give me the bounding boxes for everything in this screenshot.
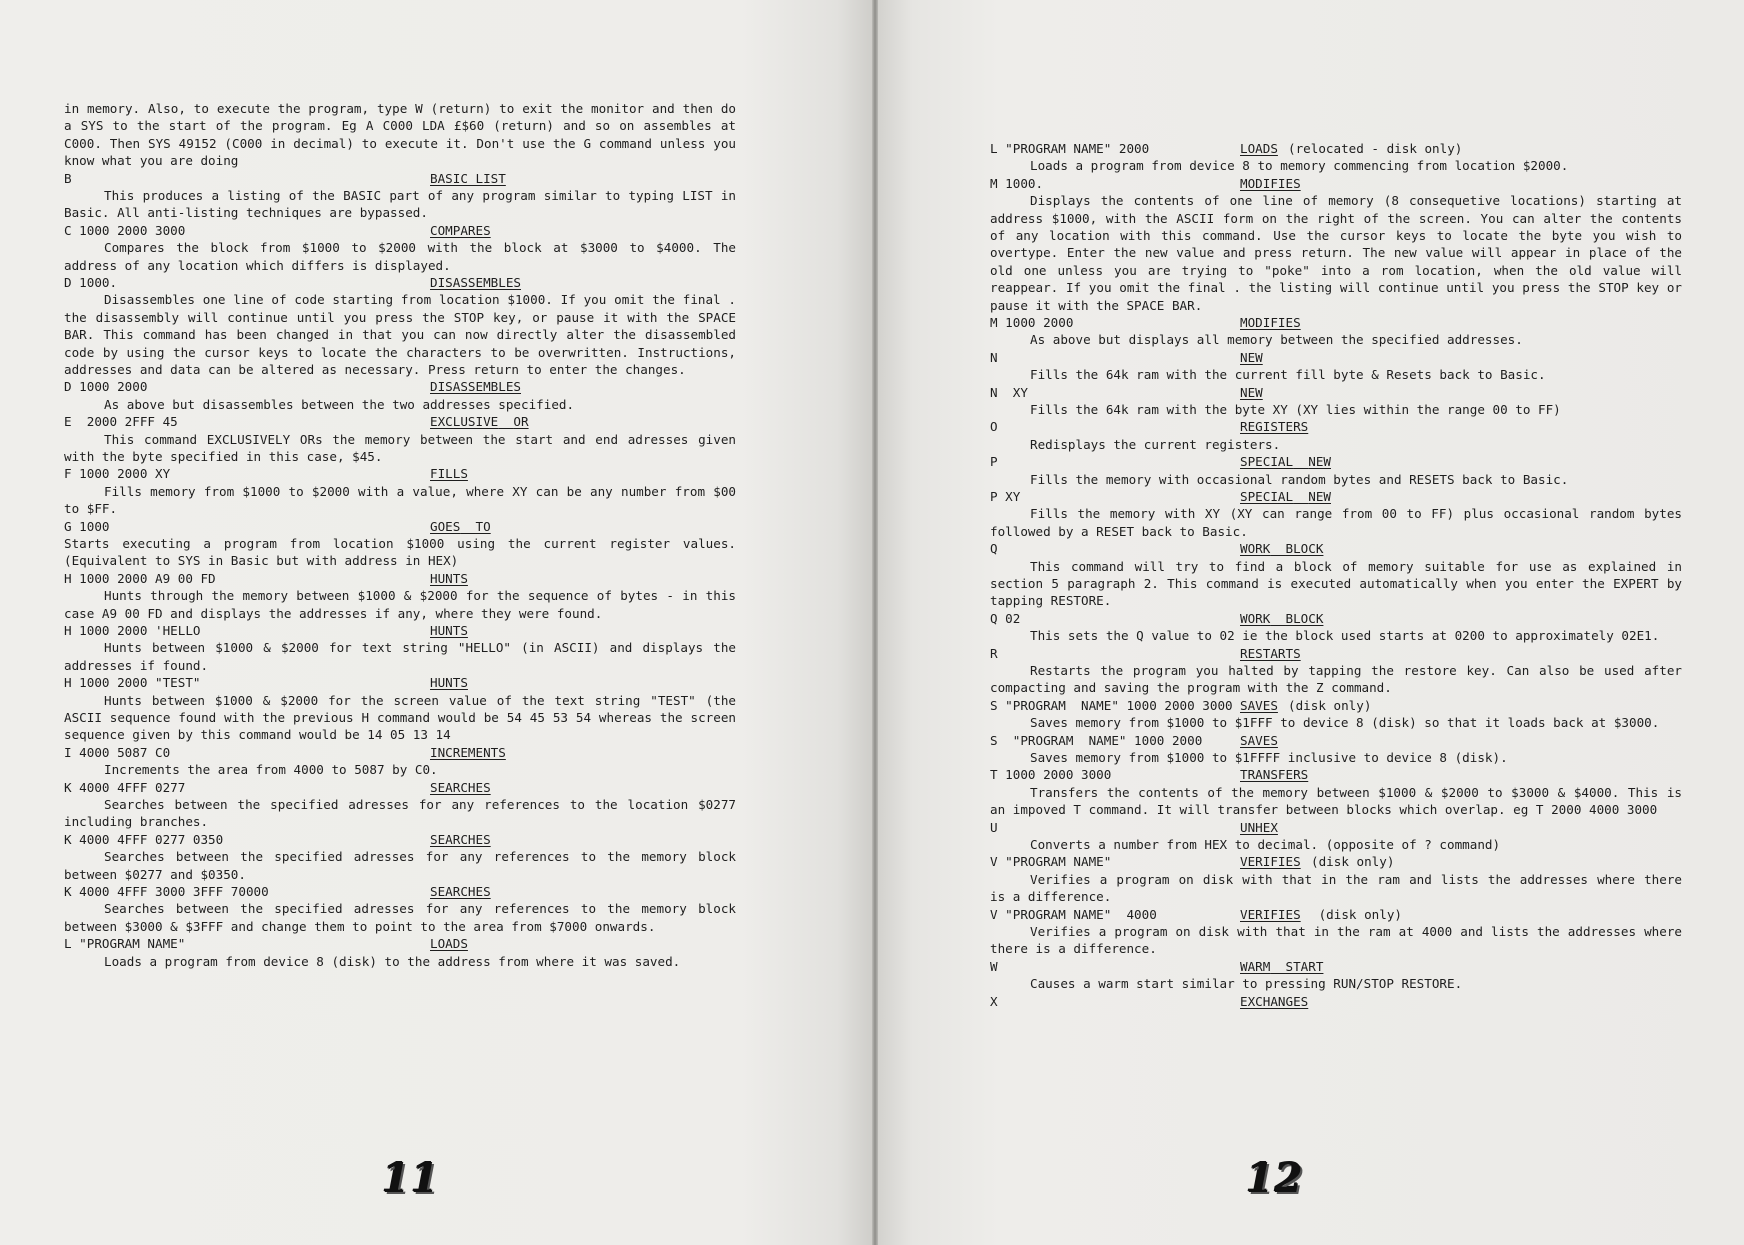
command-row [64, 170, 736, 187]
heading-word: HUNTS [430, 675, 468, 691]
command-row [990, 140, 1682, 157]
command-description: Fills the memory with occasional random bytes and RESETS back to Basic. [1030, 471, 1569, 487]
heading-word: BASIC LIST [430, 170, 506, 186]
command-syntax: L "PROGRAM NAME" [64, 936, 186, 952]
right-entries [990, 140, 1682, 1010]
command-description: Searches between the specified adresses for any references to the memory block between $0277 and $0350. [64, 849, 736, 882]
command-row [990, 610, 1682, 627]
command-description: As above but disassembles between the two addresses specified. [104, 396, 575, 412]
command-description: Loads a program from device 8 to memory commencing from location $2000. [1030, 158, 1569, 174]
command-entry [64, 222, 736, 274]
heading-word: SEARCHES [430, 884, 491, 900]
command-row [990, 819, 1682, 836]
command-syntax: P XY [990, 489, 1021, 505]
heading-word-2: BLOCK [1285, 541, 1324, 557]
left-page-text [64, 100, 736, 970]
command-syntax: O [990, 419, 998, 435]
heading-word: EXCHANGES [1240, 993, 1309, 1009]
command-heading [430, 170, 506, 187]
command-row [64, 674, 736, 691]
command-entry [990, 140, 1682, 175]
command-row [990, 175, 1682, 192]
command-heading [430, 622, 468, 639]
command-description: Disassembles one line of code starting from location $1000. If you omit the final . the disassembly will continue until you press the STOP key, or pause it with the SPACE BAR. This command has been changed in that you can now directly alter the disassembled code by using the cursor keys to locate the characters to be overwritten. Instructions, addresses and data can be altered as necessary. Press return to enter the changes. [64, 292, 736, 378]
command-heading [1240, 453, 1331, 470]
command-row [990, 314, 1682, 331]
command-syntax: K 4000 4FFF 3000 3FFF 70000 [64, 884, 269, 900]
command-syntax: Q [990, 541, 998, 557]
command-row [64, 413, 736, 430]
command-row [64, 274, 736, 291]
command-heading [1240, 766, 1308, 783]
command-row [64, 465, 736, 482]
command-heading [1240, 853, 1301, 870]
command-entry [64, 570, 736, 622]
command-syntax: H 1000 2000 'HELLO [64, 623, 201, 639]
command-row [64, 222, 736, 239]
command-syntax: N XY [990, 384, 1028, 400]
command-row [990, 766, 1682, 783]
command-row [64, 935, 736, 952]
heading-word: LOADS [1240, 141, 1278, 156]
command-heading [1240, 958, 1323, 975]
heading-word: FILLS [430, 466, 468, 482]
command-syntax: N [990, 349, 998, 365]
heading-word: SPECIAL [1240, 454, 1294, 470]
command-entry [64, 378, 736, 413]
command-description: Increments the area from 4000 to 5087 by C0. [104, 762, 438, 778]
command-syntax: H 1000 2000 A9 00 FD [64, 570, 216, 586]
heading-word: DISASSEMBLES [430, 379, 521, 395]
command-heading [430, 831, 491, 848]
command-description: Transfers the contents of the memory between $1000 & $2000 to $3000 & $4000. This is an impoved T command. It will transfer between blocks which overlap. eg T 2000 4000 3000 [990, 784, 1682, 818]
heading-word-2: NEW [1308, 454, 1331, 470]
command-description: Hunts through the memory between $1000 & $2000 for the sequence of bytes - in this case A9 00 FD and displays the addresses if any, where they were found. [64, 588, 736, 621]
heading-word: MODIFIES [1240, 315, 1301, 331]
command-row [990, 349, 1682, 366]
command-syntax: D 1000 2000 [64, 379, 148, 395]
left-entries [64, 170, 736, 970]
command-row [990, 993, 1682, 1010]
command-description: Starts executing a program from location $1000 using the current register values. (Equivalent to SYS in Basic but with address in HEX) [64, 536, 736, 569]
command-heading [1240, 488, 1331, 505]
heading-word: VERIFIES [1240, 854, 1301, 870]
command-entry [64, 779, 736, 831]
command-heading [1240, 314, 1301, 331]
command-description: Saves memory from $1000 to $1FFF to device 8 (disk) so that it loads back at $3000. [1030, 715, 1660, 731]
command-row [64, 883, 736, 900]
command-entry [990, 610, 1682, 645]
command-row [990, 645, 1682, 662]
command-description: Verifies a program on disk with that in the ram at 4000 and lists the addresses where there is a difference. [990, 924, 1682, 957]
command-heading [1240, 993, 1308, 1010]
command-row [990, 540, 1682, 557]
command-heading [430, 465, 468, 482]
command-heading [430, 413, 529, 430]
command-syntax: G 1000 [64, 518, 110, 534]
heading-word: GOES [430, 518, 461, 534]
command-description: Fills the 64k ram with the byte XY (XY lies within the range 00 to FF) [1030, 402, 1561, 418]
page-number-right: 12 [1246, 1155, 1304, 1202]
command-heading [430, 518, 491, 535]
command-entry [64, 170, 736, 222]
command-row [990, 958, 1682, 975]
command-description: This command EXCLUSIVELY ORs the memory between the start and end adresses given with the byte specified in this case, $45. [64, 431, 736, 465]
command-entry [990, 853, 1682, 905]
command-row [64, 831, 736, 848]
command-row [990, 384, 1682, 401]
command-entry [990, 453, 1682, 488]
command-description: Fills the 64k ram with the current fill byte & Resets back to Basic. [1030, 367, 1546, 383]
heading-word: SEARCHES [430, 831, 491, 847]
command-heading [430, 744, 506, 761]
heading-note: (disk only) [1311, 854, 1395, 870]
command-description: This produces a listing of the BASIC part of any program similar to typing LIST in Basic. All anti-listing techniques are bypassed. [64, 188, 736, 221]
command-syntax: B [64, 170, 72, 186]
command-entry [64, 831, 736, 883]
command-description: Hunts between $1000 & $2000 for the screen value of the text string "TEST" (the ASCII sequence found with the previous H command would be 54 45 53 54 whereas the screen sequence given by this command would be 14 05 13 14 [64, 692, 736, 743]
command-heading [1240, 540, 1323, 557]
command-description: As above but displays all memory between the specified addresses. [1030, 332, 1523, 348]
heading-word: RESTARTS [1240, 645, 1301, 661]
command-entry [990, 349, 1682, 384]
command-syntax: M 1000. [990, 175, 1044, 191]
command-syntax: U [990, 819, 998, 835]
page-number-left: 11 [382, 1155, 440, 1202]
command-entry [990, 540, 1682, 610]
heading-word: WORK [1240, 610, 1271, 626]
command-heading [1240, 384, 1263, 401]
heading-word-2: TO [475, 518, 491, 534]
command-row [64, 622, 736, 639]
command-description: This sets the Q value to 02 ie the block used starts at 0200 to approximately 02E1. [1030, 628, 1660, 644]
command-row [990, 853, 1682, 870]
heading-word: VERIFIES [1240, 906, 1301, 922]
heading-word: SAVES [1240, 697, 1278, 713]
command-entry [990, 384, 1682, 419]
command-entry [64, 413, 736, 465]
heading-word: SEARCHES [430, 779, 491, 795]
heading-word: NEW [1240, 384, 1263, 400]
heading-word-2: OR [513, 414, 529, 430]
command-heading [430, 274, 521, 291]
command-entry [990, 732, 1682, 767]
command-syntax: V "PROGRAM NAME" 4000 [990, 906, 1157, 922]
command-description: Hunts between $1000 & $2000 for text string "HELLO" (in ASCII) and displays the addresses if found. [64, 640, 736, 673]
command-heading [430, 570, 468, 587]
heading-word: WARM [1240, 958, 1271, 974]
command-heading [430, 378, 521, 395]
command-syntax: M 1000 2000 [990, 315, 1074, 331]
heading-word: HUNTS [430, 570, 468, 586]
heading-word: WORK [1240, 541, 1271, 557]
command-syntax: P [990, 454, 998, 470]
heading-word-2: START [1285, 958, 1324, 974]
command-syntax: E 2000 2FFF 45 [64, 414, 178, 430]
command-syntax: R [990, 645, 998, 661]
heading-word: COMPARES [430, 222, 491, 238]
heading-word: INCREMENTS [430, 744, 506, 760]
heading-word: UNHEX [1240, 819, 1278, 835]
command-entry [990, 645, 1682, 697]
command-syntax: H 1000 2000 "TEST" [64, 675, 201, 691]
command-syntax: K 4000 4FFF 0277 [64, 779, 186, 795]
command-entry [990, 697, 1682, 732]
command-entry [990, 906, 1682, 958]
heading-word-2: NEW [1308, 489, 1331, 505]
command-description: Loads a program from device 8 (disk) to the address from where it was saved. [104, 953, 681, 969]
command-heading [1240, 645, 1301, 662]
heading-word: LOADS [430, 936, 468, 952]
command-syntax: C 1000 2000 3000 [64, 222, 186, 238]
command-entry [64, 518, 736, 570]
command-heading [1240, 819, 1278, 836]
command-description: Restarts the program you halted by tapping the restore key. Can also be used after compacting and saving the program with the Z command. [990, 663, 1682, 696]
heading-note: (disk only) [1288, 697, 1372, 713]
command-row [64, 378, 736, 395]
command-entry [64, 622, 736, 674]
command-description: Verifies a program on disk with that in the ram and lists the addresses where there is a difference. [990, 871, 1682, 905]
command-entry [990, 175, 1682, 314]
command-description: This command will try to find a block of memory suitable for use as explained in section 5 paragraph 2. This command is executed automatically when you enter the EXPERT by tapping RESTORE. [990, 558, 1682, 609]
command-syntax: L "PROGRAM NAME" 2000 [990, 141, 1150, 156]
command-row [990, 732, 1682, 749]
command-description: Searches between the specified adresses for any references to the memory block between $3000 & $3FFF and change them to point to the area from $7000 onwards. [64, 901, 736, 934]
heading-word: HUNTS [430, 623, 468, 639]
command-entry [990, 418, 1682, 453]
command-entry [990, 819, 1682, 854]
command-heading [430, 883, 491, 900]
command-row [990, 418, 1682, 435]
command-syntax: F 1000 2000 XY [64, 466, 171, 482]
heading-word: MODIFIES [1240, 175, 1301, 191]
command-syntax: S "PROGRAM NAME" 1000 2000 [990, 732, 1203, 748]
command-row [990, 906, 1682, 923]
command-row [64, 518, 736, 535]
command-syntax: S "PROGRAM NAME" 1000 2000 3000 [990, 697, 1233, 713]
command-heading [1240, 906, 1301, 923]
heading-word: SAVES [1240, 732, 1278, 748]
right-page-text [990, 140, 1682, 1010]
command-syntax: K 4000 4FFF 0277 0350 [64, 831, 224, 847]
heading-word-2: BLOCK [1285, 610, 1324, 626]
command-heading [1240, 349, 1263, 366]
command-row [990, 453, 1682, 470]
command-description: Displays the contents of one line of memory (8 consequetive locations) starting at address $1000, with the ASCII form on the right of the screen. You can alter the contents of any location with this command. Use the cursor keys to locate the byte you wish to overtype. Enter the new value and press return. The new value will appear in place of the old one unless you are trying to "poke" into a rom location, when the old value will reappear. If you omit the final . the listing will continue until you press the STOP key or pause it with the SPACE BAR. [990, 193, 1682, 313]
command-description: Converts a number from HEX to decimal. (opposite of ? command) [1030, 837, 1501, 853]
command-heading [430, 779, 491, 796]
command-syntax: Q 02 [990, 610, 1021, 626]
command-entry [990, 314, 1682, 349]
command-entry [64, 744, 736, 779]
heading-word: NEW [1240, 349, 1263, 365]
heading-word: REGISTERS [1240, 419, 1309, 435]
command-heading [1240, 140, 1278, 157]
command-heading [430, 935, 468, 952]
heading-word: DISASSEMBLES [430, 275, 521, 291]
command-entry [990, 766, 1682, 818]
command-entry [990, 993, 1682, 1010]
command-entry [64, 674, 736, 744]
command-entry [64, 274, 736, 378]
command-syntax: W [990, 958, 998, 974]
command-heading [430, 674, 468, 691]
command-description: Fills the memory with XY (XY can range from 00 to FF) plus occasional random bytes followed by a RESET back to Basic. [990, 506, 1682, 539]
command-row [64, 744, 736, 761]
command-row [990, 697, 1682, 714]
command-description: Compares the block from $1000 to $2000 with the block at $3000 to $4000. The address of any location which differs is displayed. [64, 240, 736, 273]
intro-paragraph: in memory. Also, to execute the program, type W (return) to exit the monitor and then do a SYS to the start of the program. Eg A C000 LDA £$60 (return) and so on assembles at C000. Then SYS 49152 (C000 in decimal) to execute it. Don't use the G command unless you know what you are doing [64, 101, 736, 169]
command-heading [1240, 697, 1278, 714]
heading-note: (disk only) [1311, 906, 1402, 922]
command-heading [1240, 418, 1308, 435]
command-entry [64, 465, 736, 517]
heading-word: EXCLUSIVE [430, 414, 499, 430]
command-description: Fills memory from $1000 to $2000 with a value, where XY can be any number from $00 to $FF. [64, 483, 736, 517]
command-syntax: I 4000 5087 C0 [64, 744, 171, 760]
command-heading [1240, 732, 1278, 749]
command-heading [1240, 610, 1323, 627]
command-syntax: V "PROGRAM NAME" [990, 854, 1112, 870]
command-syntax: T 1000 2000 3000 [990, 767, 1112, 783]
command-entry [990, 958, 1682, 993]
command-description: Redisplays the current registers. [1030, 436, 1281, 452]
heading-note: (relocated - disk only) [1288, 141, 1463, 156]
command-entry [990, 488, 1682, 540]
command-description: Saves memory from $1000 to $1FFFF inclusive to device 8 (disk). [1030, 750, 1508, 766]
command-entry [64, 935, 736, 970]
command-row [64, 570, 736, 587]
heading-word: TRANSFERS [1240, 767, 1309, 783]
command-heading [430, 222, 491, 239]
command-description: Causes a warm start similar to pressing RUN/STOP RESTORE. [1030, 976, 1463, 992]
command-entry [64, 883, 736, 935]
command-row [990, 488, 1682, 505]
heading-word: SPECIAL [1240, 489, 1294, 505]
command-syntax: X [990, 993, 998, 1009]
right-page [878, 0, 1744, 1245]
command-syntax: D 1000. [64, 275, 118, 291]
command-description: Searches between the specified adresses for any references to the location $0277 including branches. [64, 797, 736, 830]
command-heading [1240, 175, 1301, 192]
command-row [64, 779, 736, 796]
